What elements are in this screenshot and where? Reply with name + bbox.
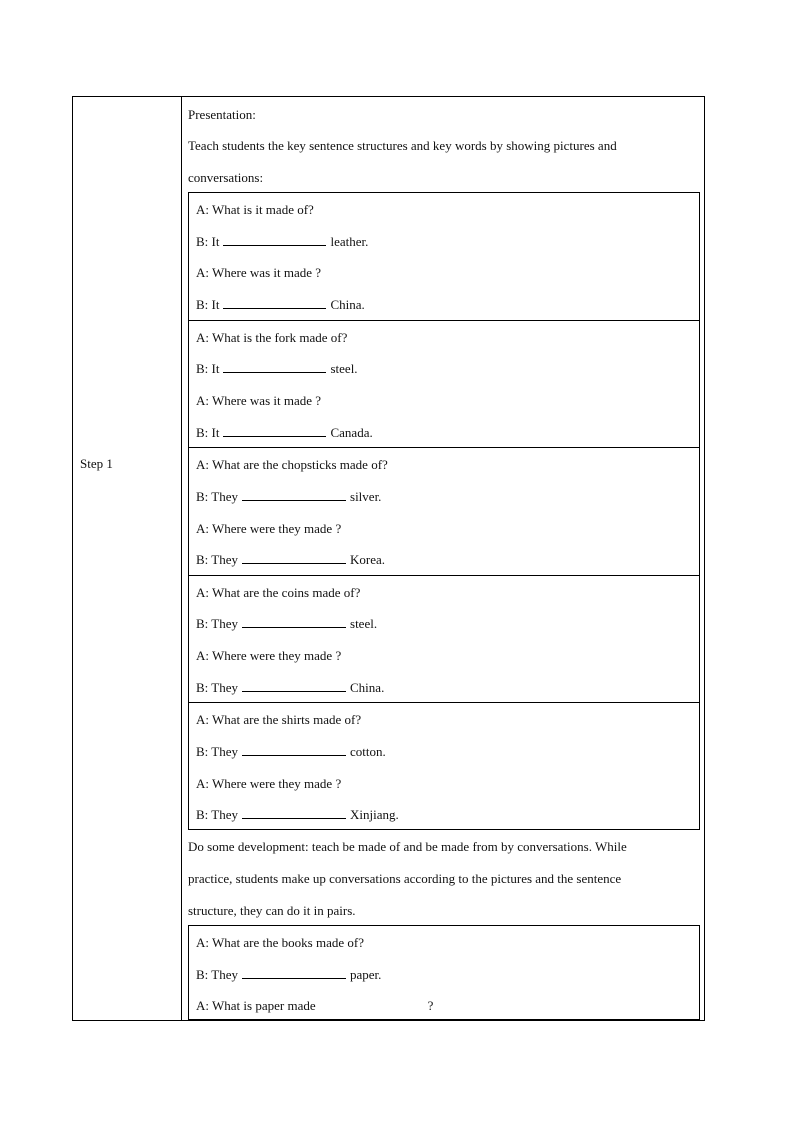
dialog-question: A: What are the coins made of?: [196, 585, 361, 600]
development-line-3: structure, they can do it in pairs.: [188, 903, 356, 918]
dialog-answer: B: They silver.: [196, 489, 382, 504]
lesson-table: [72, 96, 705, 1021]
dialog-answer: B: It steel.: [196, 361, 358, 376]
answer-blank[interactable]: [242, 690, 346, 692]
dialog-question: A: What is it made of?: [196, 202, 314, 217]
dialog-answer: B: They China.: [196, 680, 385, 695]
section-divider: [189, 575, 699, 576]
dialog-answer: B: It China.: [196, 297, 365, 312]
dialog-answer: B: They steel.: [196, 616, 378, 631]
dialog-question: A: What are the shirts made of?: [196, 712, 362, 727]
dialog-answer: B: It Canada.: [196, 425, 373, 440]
dialog-answer: B: They Xinjiang.: [196, 807, 399, 822]
presentation-line-1: Teach students the key sentence structures and key words by showing pictures and: [188, 138, 617, 153]
dialog-question: A: What is paper made ?: [196, 998, 434, 1013]
development-line-2: practice, students make up conversations according to the pictures and the sentence: [188, 871, 622, 886]
answer-blank[interactable]: [242, 817, 346, 819]
step-label: Step 1: [80, 456, 113, 471]
dialog-question: A: Where were they made ?: [196, 521, 342, 536]
dialog-question: A: Where was it made ?: [196, 393, 322, 408]
answer-blank[interactable]: [223, 307, 326, 309]
dialog-question: A: Where were they made ?: [196, 648, 342, 663]
answer-blank[interactable]: [242, 977, 346, 979]
answer-blank[interactable]: [242, 499, 346, 501]
dialog-box: [188, 192, 700, 830]
dialog-question: A: What are the chopsticks made of?: [196, 457, 388, 472]
dialog-question: A: Where were they made ?: [196, 776, 342, 791]
development-line-1: Do some development: teach be made of and be made from by conversations. While: [188, 839, 627, 854]
section-divider: [189, 320, 699, 321]
answer-blank[interactable]: [242, 754, 346, 756]
answer-blank[interactable]: [242, 562, 346, 564]
answer-blank[interactable]: [223, 371, 326, 373]
answer-blank[interactable]: [242, 626, 346, 628]
section-divider: [189, 447, 699, 448]
dialog-answer: B: They cotton.: [196, 744, 386, 759]
dialog-question: A: What is the fork made of?: [196, 330, 348, 345]
presentation-line-2: conversations:: [188, 170, 264, 185]
column-divider: [181, 97, 182, 1020]
section-divider: [189, 702, 699, 703]
dialog-answer: B: They paper.: [196, 967, 382, 982]
dialog-answer: B: It leather.: [196, 234, 369, 249]
practice-dialog-box: [188, 925, 700, 1020]
dialog-question: A: Where was it made ?: [196, 265, 322, 280]
presentation-heading: Presentation:: [188, 107, 256, 122]
dialog-answer: B: They Korea.: [196, 552, 386, 567]
answer-blank[interactable]: [223, 435, 326, 437]
dialog-question: A: What are the books made of?: [196, 935, 364, 950]
answer-blank[interactable]: [223, 244, 326, 246]
